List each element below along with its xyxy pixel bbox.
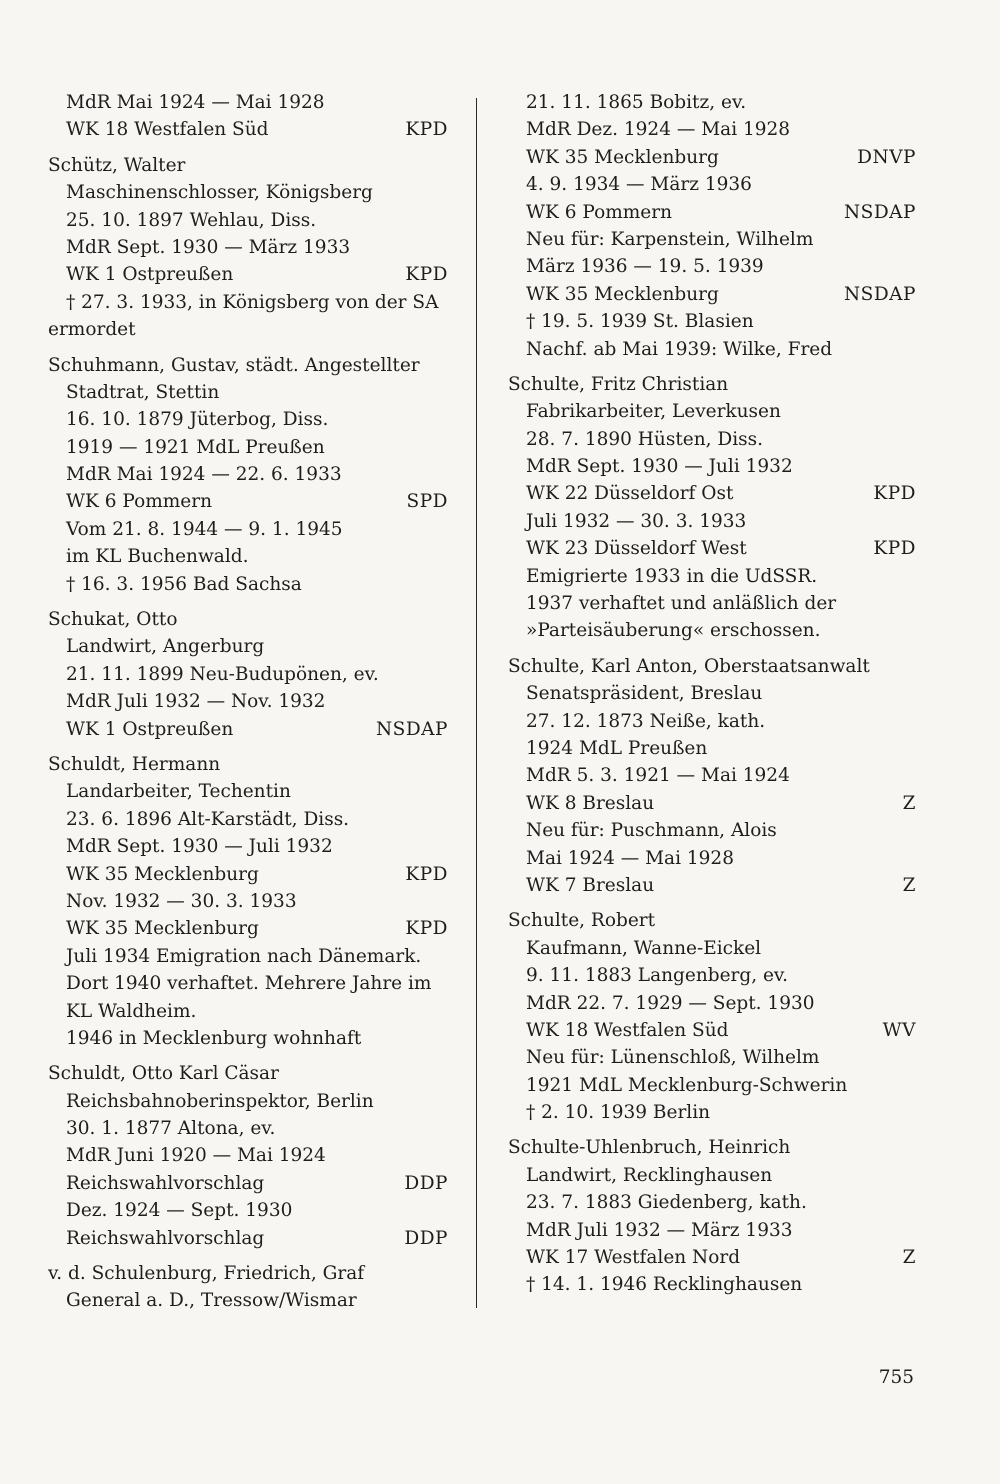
entry-line (48, 352, 448, 379)
entry-text: Maschinenschlosser, Königsberg (66, 182, 373, 204)
entry-text: WK 1 Ostpreußen (66, 718, 234, 740)
entry-text: Mai 1924 — Mai 1928 (526, 847, 734, 869)
entry-line (48, 915, 448, 942)
entry-line (508, 817, 916, 844)
party-label: Z (902, 1247, 916, 1269)
party-label: KPD (873, 483, 916, 505)
entry-text: MdR Juni 1920 — Mai 1924 (66, 1145, 326, 1167)
entry-line (508, 116, 916, 143)
entry-line (48, 116, 448, 143)
entry-line (48, 861, 448, 888)
entry-line (48, 234, 448, 261)
entry-line (48, 998, 448, 1025)
entry-line (508, 89, 916, 116)
register-entry (48, 606, 448, 743)
register-entry (508, 1134, 916, 1298)
entry-text: Nov. 1932 — 30. 3. 1933 (66, 890, 297, 912)
entry-text: Schuhmann, Gustav, städt. Angestellter (48, 354, 420, 376)
entry-line (508, 790, 916, 817)
entry-line (508, 226, 916, 253)
entry-text: Juli 1932 — 30. 3. 1933 (526, 510, 747, 532)
entry-text: Landwirt, Recklinghausen (526, 1164, 773, 1186)
entry-text: † 14. 1. 1946 Recklinghausen (526, 1274, 803, 1296)
entry-text: Neu für: Lünenschloß, Wilhelm (526, 1047, 820, 1069)
entry-line (48, 316, 448, 343)
left-column (48, 89, 448, 1323)
page-number: 755 (878, 1367, 914, 1388)
entry-line (508, 1271, 916, 1298)
entry-text: KL Waldheim. (66, 1000, 197, 1022)
entry-line (508, 1162, 916, 1189)
entry-text: † 27. 3. 1933, in Königsberg von der SA (66, 291, 439, 313)
entry-text: Nachf. ab Mai 1939: Wilke, Fred (526, 338, 833, 360)
column-divider (476, 98, 477, 1308)
entry-text: Reichsbahnoberinspektor, Berlin (66, 1090, 374, 1112)
entry-text: Schulte, Karl Anton, Oberstaatsanwalt (508, 655, 870, 677)
entry-line (508, 480, 916, 507)
entry-text: Senatspräsident, Breslau (526, 683, 763, 705)
register-entry (48, 352, 448, 599)
entry-line (508, 872, 916, 899)
entry-text: 1919 — 1921 MdL Preußen (66, 436, 325, 458)
entry-line (48, 543, 448, 570)
entry-text: 23. 7. 1883 Giedenberg, kath. (526, 1192, 807, 1214)
entry-text: General a. D., Tressow/Wismar (66, 1290, 357, 1312)
entry-text: Fabrikarbeiter, Leverkusen (526, 401, 781, 423)
party-label: DDP (404, 1227, 448, 1249)
entry-line (48, 1060, 448, 1087)
entry-text: 16. 10. 1879 Jüterbog, Diss. (66, 409, 329, 431)
entry-text: 21. 11. 1899 Neu-Budupönen, ev. (66, 663, 379, 685)
entry-line (48, 516, 448, 543)
entry-text: MdR Mai 1924 — Mai 1928 (66, 92, 325, 113)
entry-text: Dort 1940 verhaftet. Mehrere Jahre im (66, 973, 432, 995)
entry-line (508, 563, 916, 590)
entry-line (508, 708, 916, 735)
entry-line (508, 735, 916, 762)
entry-line (48, 716, 448, 743)
entry-text: 4. 9. 1934 — März 1936 (526, 174, 752, 196)
entry-text: Schuldt, Hermann (48, 753, 221, 775)
entry-line (48, 89, 448, 116)
entry-line (508, 535, 916, 562)
register-entry (48, 152, 448, 344)
entry-line (48, 688, 448, 715)
entry-text: WK 6 Pommern (526, 201, 672, 223)
entry-line (48, 488, 448, 515)
register-entry (48, 1060, 448, 1252)
entry-text: WK 35 Mecklenburg (526, 283, 719, 305)
entry-line (48, 1088, 448, 1115)
entry-text: 30. 1. 1877 Altona, ev. (66, 1118, 276, 1140)
entry-text: WK 1 Ostpreußen (66, 264, 234, 286)
entry-text: † 19. 5. 1939 St. Blasien (526, 311, 754, 333)
entry-line (48, 1115, 448, 1142)
entry-text: † 16. 3. 1956 Bad Sachsa (66, 573, 302, 595)
entry-text: ermordet (48, 319, 136, 341)
party-label: NSDAP (843, 283, 916, 305)
party-label: DNVP (857, 146, 916, 168)
entry-text: MdR Juli 1932 — März 1933 (526, 1219, 793, 1241)
entry-line (508, 680, 916, 707)
party-label: KPD (405, 918, 448, 940)
entry-text: WK 35 Mecklenburg (66, 863, 259, 885)
entry-text: Emigrierte 1933 in die UdSSR. (526, 565, 818, 587)
entry-text: »Parteisäuberung« erschossen. (526, 620, 821, 642)
entry-line (48, 571, 448, 598)
entry-text: Juli 1934 Emigration nach Dänemark. (66, 945, 422, 967)
entry-text: 1924 MdL Preußen (526, 737, 708, 759)
party-label: SPD (406, 491, 448, 513)
entry-text: 28. 7. 1890 Hüsten, Diss. (526, 428, 764, 450)
entry-text: MdR Mai 1924 — 22. 6. 1933 (66, 464, 342, 486)
party-label: KPD (873, 538, 916, 560)
entry-text: Reichswahlvorschlag (66, 1227, 265, 1249)
entry-text: Vom 21. 8. 1944 — 9. 1. 1945 (66, 518, 343, 540)
entry-line (508, 453, 916, 480)
entry-text: 21. 11. 1865 Bobitz, ev. (526, 92, 747, 113)
register-entry (48, 89, 448, 144)
register-entry (508, 653, 916, 900)
entry-text: 1937 verhaftet und anläßlich der (526, 593, 837, 615)
entry-line (508, 990, 916, 1017)
party-label: KPD (405, 119, 448, 141)
entry-text: Landarbeiter, Techentin (66, 781, 291, 803)
register-entry (48, 1260, 448, 1315)
entry-line (508, 653, 916, 680)
entry-line (48, 406, 448, 433)
entry-line (48, 1260, 448, 1287)
entry-text: Kaufmann, Wanne-Eickel (526, 937, 762, 959)
entry-line (48, 1197, 448, 1224)
entry-line (508, 308, 916, 335)
entry-text: im KL Buchenwald. (66, 546, 249, 568)
entry-line (48, 1225, 448, 1252)
entry-line (508, 962, 916, 989)
entry-line (48, 833, 448, 860)
party-label: KPD (405, 863, 448, 885)
party-label: NSDAP (375, 718, 448, 740)
entry-line (48, 970, 448, 997)
entry-text: WK 6 Pommern (66, 491, 212, 513)
entry-line (508, 1044, 916, 1071)
entry-text: WK 22 Düsseldorf Ost (526, 483, 734, 505)
entry-line (508, 1217, 916, 1244)
entry-text: März 1936 — 19. 5. 1939 (526, 256, 764, 278)
entry-text: Dez. 1924 — Sept. 1930 (66, 1200, 293, 1222)
entry-text: WK 18 Westfalen Süd (526, 1019, 729, 1041)
entry-line (48, 152, 448, 179)
entry-line (508, 1017, 916, 1044)
entry-line (48, 751, 448, 778)
entry-line (48, 606, 448, 633)
entry-line (48, 461, 448, 488)
entry-text: WK 8 Breslau (526, 792, 655, 814)
party-label: WV (882, 1019, 916, 1041)
entry-text: Schulte, Fritz Christian (508, 373, 729, 395)
entry-line (48, 1142, 448, 1169)
entry-text: Schütz, Walter (48, 154, 186, 176)
entry-line (48, 943, 448, 970)
entry-text: 9. 11. 1883 Langenberg, ev. (526, 965, 789, 987)
entry-line (508, 508, 916, 535)
register-entry (508, 371, 916, 645)
entry-line (508, 1072, 916, 1099)
entry-line (48, 806, 448, 833)
party-label: Z (902, 792, 916, 814)
entry-line (508, 336, 916, 363)
party-label: Z (902, 874, 916, 896)
entry-line (48, 633, 448, 660)
party-label: NSDAP (843, 201, 916, 223)
entry-line (48, 289, 448, 316)
entry-text: Neu für: Karpenstein, Wilhelm (526, 228, 814, 250)
entry-text: MdR Juli 1932 — Nov. 1932 (66, 691, 326, 713)
entry-text: Landwirt, Angerburg (66, 636, 265, 658)
party-label: KPD (405, 264, 448, 286)
entry-line (508, 144, 916, 171)
entry-line (508, 199, 916, 226)
entry-text: WK 17 Westfalen Nord (526, 1247, 741, 1269)
entry-line (48, 1287, 448, 1314)
entry-text: Schulte-Uhlenbruch, Heinrich (508, 1137, 791, 1159)
entry-text: Schulte, Robert (508, 910, 656, 932)
entry-line (48, 1025, 448, 1052)
register-entry (508, 907, 916, 1126)
entry-line (508, 281, 916, 308)
entry-text: MdR Sept. 1930 — Juli 1932 (526, 456, 793, 478)
entry-line (508, 171, 916, 198)
entry-text: WK 18 Westfalen Süd (66, 119, 269, 141)
entry-text: WK 35 Mecklenburg (526, 146, 719, 168)
entry-text: † 2. 10. 1939 Berlin (526, 1102, 711, 1124)
entry-line (48, 207, 448, 234)
entry-text: WK 7 Breslau (526, 874, 655, 896)
entry-line (508, 371, 916, 398)
entry-line (48, 888, 448, 915)
entry-line (508, 398, 916, 425)
entry-text: Neu für: Puschmann, Alois (526, 820, 777, 842)
party-label: DDP (404, 1172, 448, 1194)
entry-text: Schukat, Otto (48, 609, 178, 631)
entry-text: WK 23 Düsseldorf West (526, 538, 747, 560)
entry-line (48, 661, 448, 688)
entry-line (508, 935, 916, 962)
entry-line (508, 590, 916, 617)
entry-line (508, 762, 916, 789)
entry-text: 25. 10. 1897 Wehlau, Diss. (66, 209, 317, 231)
entry-line (48, 179, 448, 206)
entry-line (508, 426, 916, 453)
entry-line (508, 1244, 916, 1271)
entry-line (508, 1189, 916, 1216)
entry-line (48, 1170, 448, 1197)
entry-line (48, 379, 448, 406)
register-entry (508, 89, 916, 363)
entry-text: 1921 MdL Mecklenburg-Schwerin (526, 1074, 848, 1096)
entry-line (508, 253, 916, 280)
entry-line (48, 434, 448, 461)
register-entry (48, 751, 448, 1052)
entry-text: MdR 22. 7. 1929 — Sept. 1930 (526, 992, 815, 1014)
entry-text: 23. 6. 1896 Alt-Karstädt, Diss. (66, 808, 350, 830)
entry-text: 1946 in Mecklenburg wohnhaft (66, 1027, 362, 1049)
right-column (508, 89, 916, 1307)
entry-text: Stadtrat, Stettin (66, 381, 220, 403)
entry-text: Schuldt, Otto Karl Cäsar (48, 1063, 279, 1085)
entry-line (508, 617, 916, 644)
entry-line (48, 778, 448, 805)
entry-line (508, 907, 916, 934)
entry-text: MdR Sept. 1930 — Juli 1932 (66, 836, 333, 858)
entry-text: v. d. Schulenburg, Friedrich, Graf (48, 1263, 365, 1285)
entry-text: MdR Sept. 1930 — März 1933 (66, 236, 351, 258)
entry-text: 27. 12. 1873 Neiße, kath. (526, 710, 766, 732)
entry-text: WK 35 Mecklenburg (66, 918, 259, 940)
entry-text: Reichswahlvorschlag (66, 1172, 265, 1194)
entry-line (508, 1134, 916, 1161)
entry-line (508, 845, 916, 872)
entry-line (508, 1099, 916, 1126)
entry-text: MdR 5. 3. 1921 — Mai 1924 (526, 765, 790, 787)
entry-line (48, 261, 448, 288)
entry-text: MdR Dez. 1924 — Mai 1928 (526, 119, 791, 141)
